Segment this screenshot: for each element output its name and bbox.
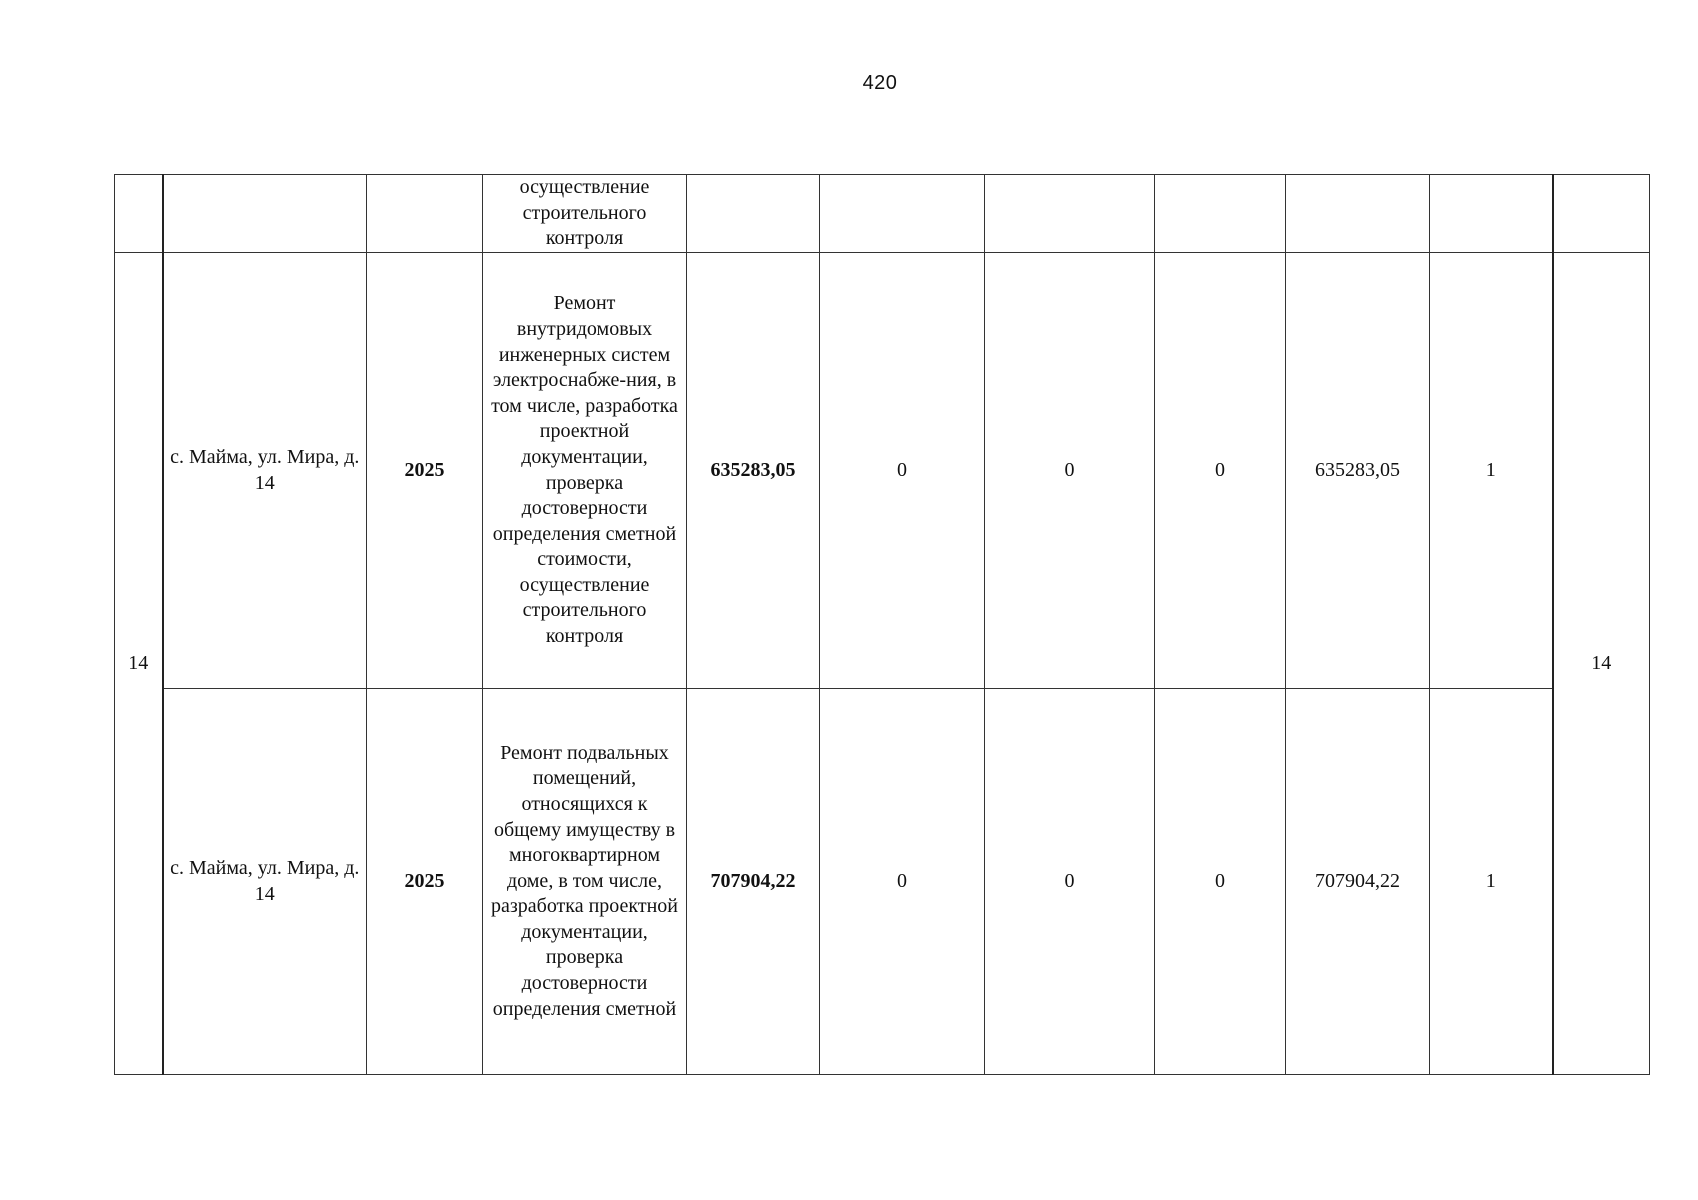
cell-address: с. Майма, ул. Мира, д. 14 [163, 253, 367, 689]
cell-work: Ремонт подвальных помещений, относящихся к общему имуществу в многоквартирном доме, в том числе, разработка проектной документации, проверка достоверности определения сметной [483, 689, 687, 1075]
cell-index-empty [115, 175, 163, 253]
cell-b: 0 [985, 689, 1155, 1075]
cell-d: 707904,22 [1286, 689, 1430, 1075]
cell-total-empty [687, 175, 820, 253]
cell-year: 2025 [367, 689, 483, 1075]
cell-count: 1 [1430, 689, 1553, 1075]
cell-total: 635283,05 [687, 253, 820, 689]
cell-index-right: 14 [1553, 253, 1650, 1075]
table-row-continuation [115, 175, 1650, 253]
cell-d: 635283,05 [1286, 253, 1430, 689]
cell-a: 0 [820, 689, 985, 1075]
cell-c: 0 [1155, 689, 1286, 1075]
cell-year: 2025 [367, 253, 483, 689]
table-row [115, 253, 1650, 689]
cell-index-left: 14 [115, 253, 163, 1075]
cell-b-empty [985, 175, 1155, 253]
works-table [114, 174, 1650, 1075]
cell-a: 0 [820, 253, 985, 689]
cell-count-empty [1430, 175, 1553, 253]
cell-year-empty [367, 175, 483, 253]
cell-total: 707904,22 [687, 689, 820, 1075]
cell-c: 0 [1155, 253, 1286, 689]
cell-address-empty [163, 175, 367, 253]
cell-d-empty [1286, 175, 1430, 253]
cell-address: с. Майма, ул. Мира, д. 14 [163, 689, 367, 1075]
table-row [115, 689, 1650, 1075]
cell-index-right-empty [1553, 175, 1650, 253]
cell-c-empty [1155, 175, 1286, 253]
page-number: 420 [862, 72, 898, 94]
cell-work: Ремонт внутридомовых инженерных систем электроснабже-ния, в том числе, разработка проектной документации, проверка достоверности определения сметной стоимости, осуществление строительного контроля [483, 253, 687, 689]
cell-b: 0 [985, 253, 1155, 689]
cell-a-empty [820, 175, 985, 253]
cell-work-continuation: осуществление строительного контроля [483, 175, 687, 253]
cell-count: 1 [1430, 253, 1553, 689]
